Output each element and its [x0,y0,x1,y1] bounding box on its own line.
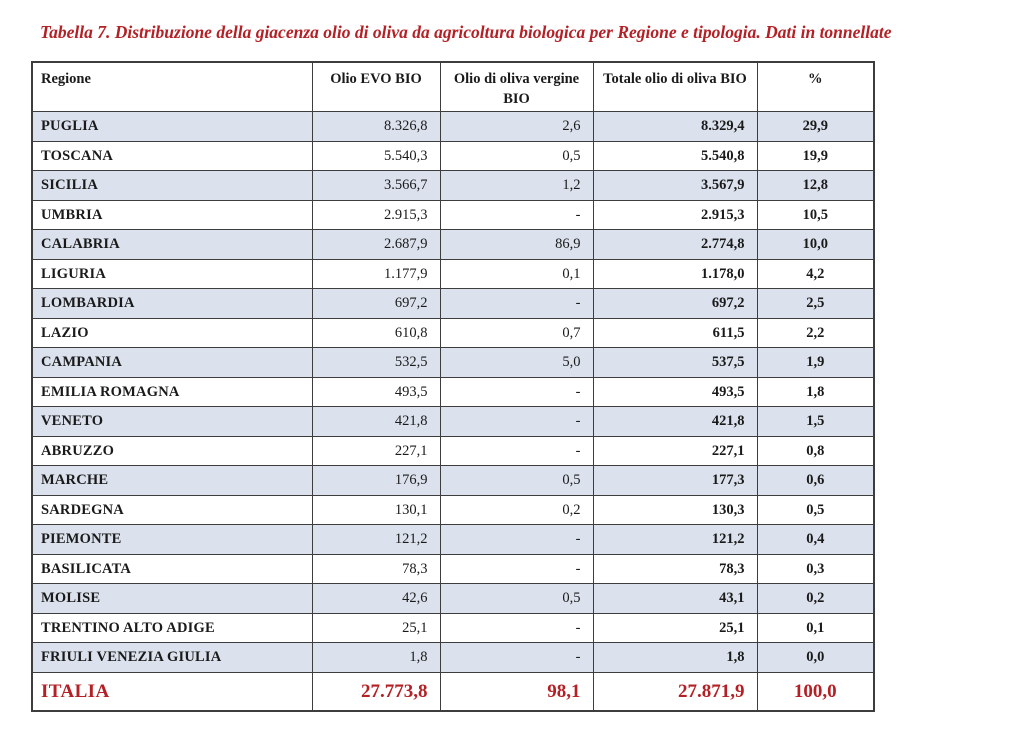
cell-evo: 5.540,3 [312,141,440,171]
header-olio-evo-bio: Olio EVO BIO [312,62,440,112]
cell-totale: 5.540,8 [593,141,757,171]
cell-vergine: 0,5 [440,584,593,614]
cell-pct: 19,9 [757,141,874,171]
table-row [32,643,874,673]
cell-pct: 0,2 [757,584,874,614]
cell-vergine: - [440,525,593,555]
cell-totale: 1,8 [593,643,757,673]
total-cell-pct: 100,0 [757,672,874,711]
cell-vergine: - [440,554,593,584]
header-percent: % [757,62,874,112]
cell-pct: 0,5 [757,495,874,525]
cell-evo: 3.566,7 [312,171,440,201]
table-body [32,112,874,673]
cell-evo: 493,5 [312,377,440,407]
cell-totale: 177,3 [593,466,757,496]
table-row [32,200,874,230]
cell-evo: 697,2 [312,289,440,319]
cell-vergine: 2,6 [440,112,593,142]
cell-regione: FRIULI VENEZIA GIULIA [32,643,312,673]
cell-totale: 1.178,0 [593,259,757,289]
table-row [32,141,874,171]
cell-evo: 227,1 [312,436,440,466]
cell-regione: LIGURIA [32,259,312,289]
cell-totale: 130,3 [593,495,757,525]
cell-evo: 2.915,3 [312,200,440,230]
cell-totale: 697,2 [593,289,757,319]
cell-regione: CALABRIA [32,230,312,260]
cell-regione: EMILIA ROMAGNA [32,377,312,407]
cell-totale: 2.915,3 [593,200,757,230]
total-cell-evo: 27.773,8 [312,672,440,711]
cell-evo: 2.687,9 [312,230,440,260]
cell-evo: 610,8 [312,318,440,348]
cell-pct: 0,8 [757,436,874,466]
table-row [32,613,874,643]
table-row [32,584,874,614]
cell-totale: 611,5 [593,318,757,348]
table-row [32,377,874,407]
cell-vergine: - [440,643,593,673]
header-totale-olio-bio: Totale olio di oliva BIO [593,62,757,112]
table-row [32,259,874,289]
cell-pct: 1,8 [757,377,874,407]
total-cell-regione: ITALIA [32,672,312,711]
cell-regione: PUGLIA [32,112,312,142]
cell-pct: 12,8 [757,171,874,201]
cell-pct: 1,5 [757,407,874,437]
cell-vergine: 86,9 [440,230,593,260]
table-row [32,525,874,555]
cell-regione: SARDEGNA [32,495,312,525]
cell-regione: MARCHE [32,466,312,496]
cell-pct: 10,5 [757,200,874,230]
cell-vergine: 5,0 [440,348,593,378]
header-olio-vergine-bio: Olio di oliva vergine BIO [440,62,593,112]
table-row [32,466,874,496]
cell-vergine: 1,2 [440,171,593,201]
cell-evo: 121,2 [312,525,440,555]
table-caption: Tabella 7. Distribuzione della giacenza olio di oliva da agricoltura biologica per Regione e tipologia. Dati in tonnellate [40,22,892,42]
cell-totale: 121,2 [593,525,757,555]
table-row [32,407,874,437]
cell-evo: 532,5 [312,348,440,378]
cell-vergine: 0,5 [440,141,593,171]
cell-regione: UMBRIA [32,200,312,230]
total-cell-totale: 27.871,9 [593,672,757,711]
cell-regione: LAZIO [32,318,312,348]
cell-evo: 8.326,8 [312,112,440,142]
cell-vergine: - [440,289,593,319]
cell-totale: 43,1 [593,584,757,614]
header-regione: Regione [32,62,312,112]
cell-evo: 176,9 [312,466,440,496]
cell-pct: 0,6 [757,466,874,496]
cell-vergine: - [440,377,593,407]
cell-evo: 42,6 [312,584,440,614]
table-row [32,554,874,584]
cell-pct: 0,1 [757,613,874,643]
table-row [32,289,874,319]
cell-regione: ABRUZZO [32,436,312,466]
cell-vergine: - [440,407,593,437]
table-row [32,230,874,260]
cell-pct: 10,0 [757,230,874,260]
total-cell-vergine: 98,1 [440,672,593,711]
cell-regione: CAMPANIA [32,348,312,378]
cell-vergine: - [440,200,593,230]
header-row [32,62,874,112]
cell-totale: 537,5 [593,348,757,378]
cell-regione: SICILIA [32,171,312,201]
cell-totale: 2.774,8 [593,230,757,260]
cell-evo: 1,8 [312,643,440,673]
cell-evo: 25,1 [312,613,440,643]
cell-regione: TOSCANA [32,141,312,171]
giacenza-table [31,61,875,713]
cell-regione: BASILICATA [32,554,312,584]
cell-totale: 227,1 [593,436,757,466]
cell-pct: 0,0 [757,643,874,673]
cell-totale: 78,3 [593,554,757,584]
cell-pct: 2,5 [757,289,874,319]
cell-totale: 493,5 [593,377,757,407]
cell-vergine: 0,1 [440,259,593,289]
cell-totale: 421,8 [593,407,757,437]
table-row [32,112,874,142]
cell-totale: 8.329,4 [593,112,757,142]
cell-pct: 29,9 [757,112,874,142]
cell-vergine: - [440,613,593,643]
table-row [32,348,874,378]
cell-pct: 2,2 [757,318,874,348]
cell-pct: 0,3 [757,554,874,584]
cell-totale: 25,1 [593,613,757,643]
table-row [32,171,874,201]
cell-regione: MOLISE [32,584,312,614]
table-row [32,318,874,348]
cell-evo: 421,8 [312,407,440,437]
cell-evo: 130,1 [312,495,440,525]
total-row [32,672,874,711]
cell-vergine: 0,7 [440,318,593,348]
cell-regione: LOMBARDIA [32,289,312,319]
cell-regione: TRENTINO ALTO ADIGE [32,613,312,643]
table-row [32,436,874,466]
cell-pct: 4,2 [757,259,874,289]
cell-evo: 78,3 [312,554,440,584]
cell-evo: 1.177,9 [312,259,440,289]
cell-regione: PIEMONTE [32,525,312,555]
cell-pct: 1,9 [757,348,874,378]
cell-vergine: 0,2 [440,495,593,525]
cell-regione: VENETO [32,407,312,437]
cell-pct: 0,4 [757,525,874,555]
cell-vergine: - [440,436,593,466]
cell-vergine: 0,5 [440,466,593,496]
cell-totale: 3.567,9 [593,171,757,201]
table-row [32,495,874,525]
